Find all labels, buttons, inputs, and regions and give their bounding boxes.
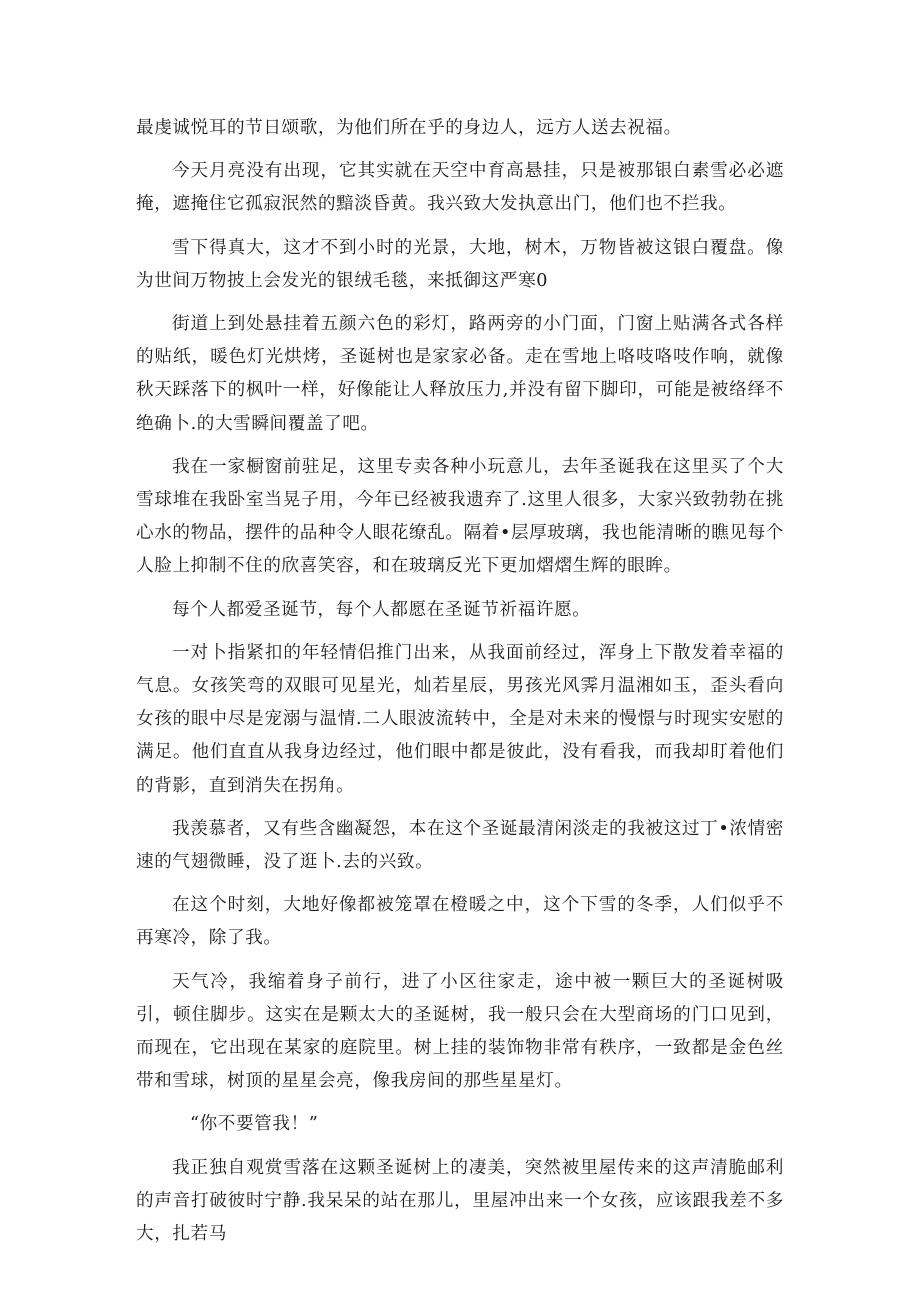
paragraph: 天气冷，我缩着身子前行，进了小区往家走，途中被一颗巨大的圣诞树吸引，顿住脚步。这实在是颗太大的圣诞树，我一般只会在大型商场的门口见到，而现在，它出现在某家的庭院里。树上挂的装饰物非常有秩序，一致都是金色丝带和雪球，树顶的星星会亮，像我房间的那些星星灯。 bbox=[136, 971, 784, 1092]
document-page bbox=[136, 112, 784, 1261]
paragraph: 我正独自观赏雪落在这颗圣诞树上的凄美，突然被里屋传来的这声清脆邮利的声音打破彼时宁静.我呆呆的站在那儿，里屋冲出来一个女孩，应该跟我差不多大，扎若马 bbox=[136, 1157, 784, 1245]
paragraph: 一对卜指紧扣的年轻情侣推门出来，从我面前经过，浑身上下散发着幸福的气息。女孩笑弯的双眼可见星光，灿若星辰，男孩光风霁月温湘如玉，歪头看向女孩的眼中尽是宠溺与温情.二人眼波流转中，全是对未来的慢憬与时现实安慰的满足。他们直直从我身边经过，他们眼中都是彼此，没有看我，而我却盯着他们的背影，直到消失在拐角。 bbox=[136, 642, 784, 796]
dialogue-line: “你不要管我！” bbox=[190, 1114, 319, 1135]
paragraph: 每个人都爱圣诞节，每个人都愿在圣诞节祈福许愿。 bbox=[172, 599, 591, 620]
paragraph: 我羡慕者，又有些含幽凝怨，本在这个圣诞最清闲淡走的我被这过丁•浓情密速的气翅微睡，没了逛卜.去的兴致。 bbox=[136, 818, 784, 873]
paragraph: 街道上到处悬挂着五颜六色的彩灯，路两旁的小门面，门窗上贴满各式各样的贴纸，暖色灯光烘烤，圣诞树也是家家必备。走在雪地上咯吱咯吱作响，就像秋天踩落下的枫叶一样，好像能让人释放压力,并没有留下脚印，可能是被络绎不绝确卜.的大雪瞬间覆盖了吧。 bbox=[136, 314, 784, 434]
paragraph: 我在一家橱窗前驻足，这里专卖各种小玩意儿，去年圣诞我在这里买了个大雪球堆在我卧室当晃子用，今年已经被我遗弃了.这里人很多，大家兴致勃勃在挑心水的物品，摆件的品种令人眼花缭乱。隔着•层厚玻璃，我也能清晰的瞧见每个人脸上抑制不住的欣喜笑容，和在玻璃反光下更加熠熠生辉的眼眸。 bbox=[136, 456, 784, 577]
paragraph: 最虔诚悦耳的节日颂歌，为他们所在乎的身边人，远方人送去祝福。 bbox=[136, 118, 682, 138]
paragraph: 雪下得真大，这才不到小时的光景，大地，树木，万物皆被这银白覆盘。像为世间万物披上会发光的银绒毛毯，来抵御这严寒0 bbox=[136, 237, 784, 291]
paragraph: 今天月亮没有出现，它其实就在天空中育高悬挂，只是被那银白素雪必必遮掩，遮掩住它孤寂泯然的黯淡昏黄。我兴致大发执意出门，他们也不拦我。 bbox=[136, 161, 784, 215]
paragraph: 在这个时刻，大地好像都被笼罩在橙暖之中，这个下雪的冬季，人们似乎不再寒冷，除了我。 bbox=[136, 895, 784, 949]
